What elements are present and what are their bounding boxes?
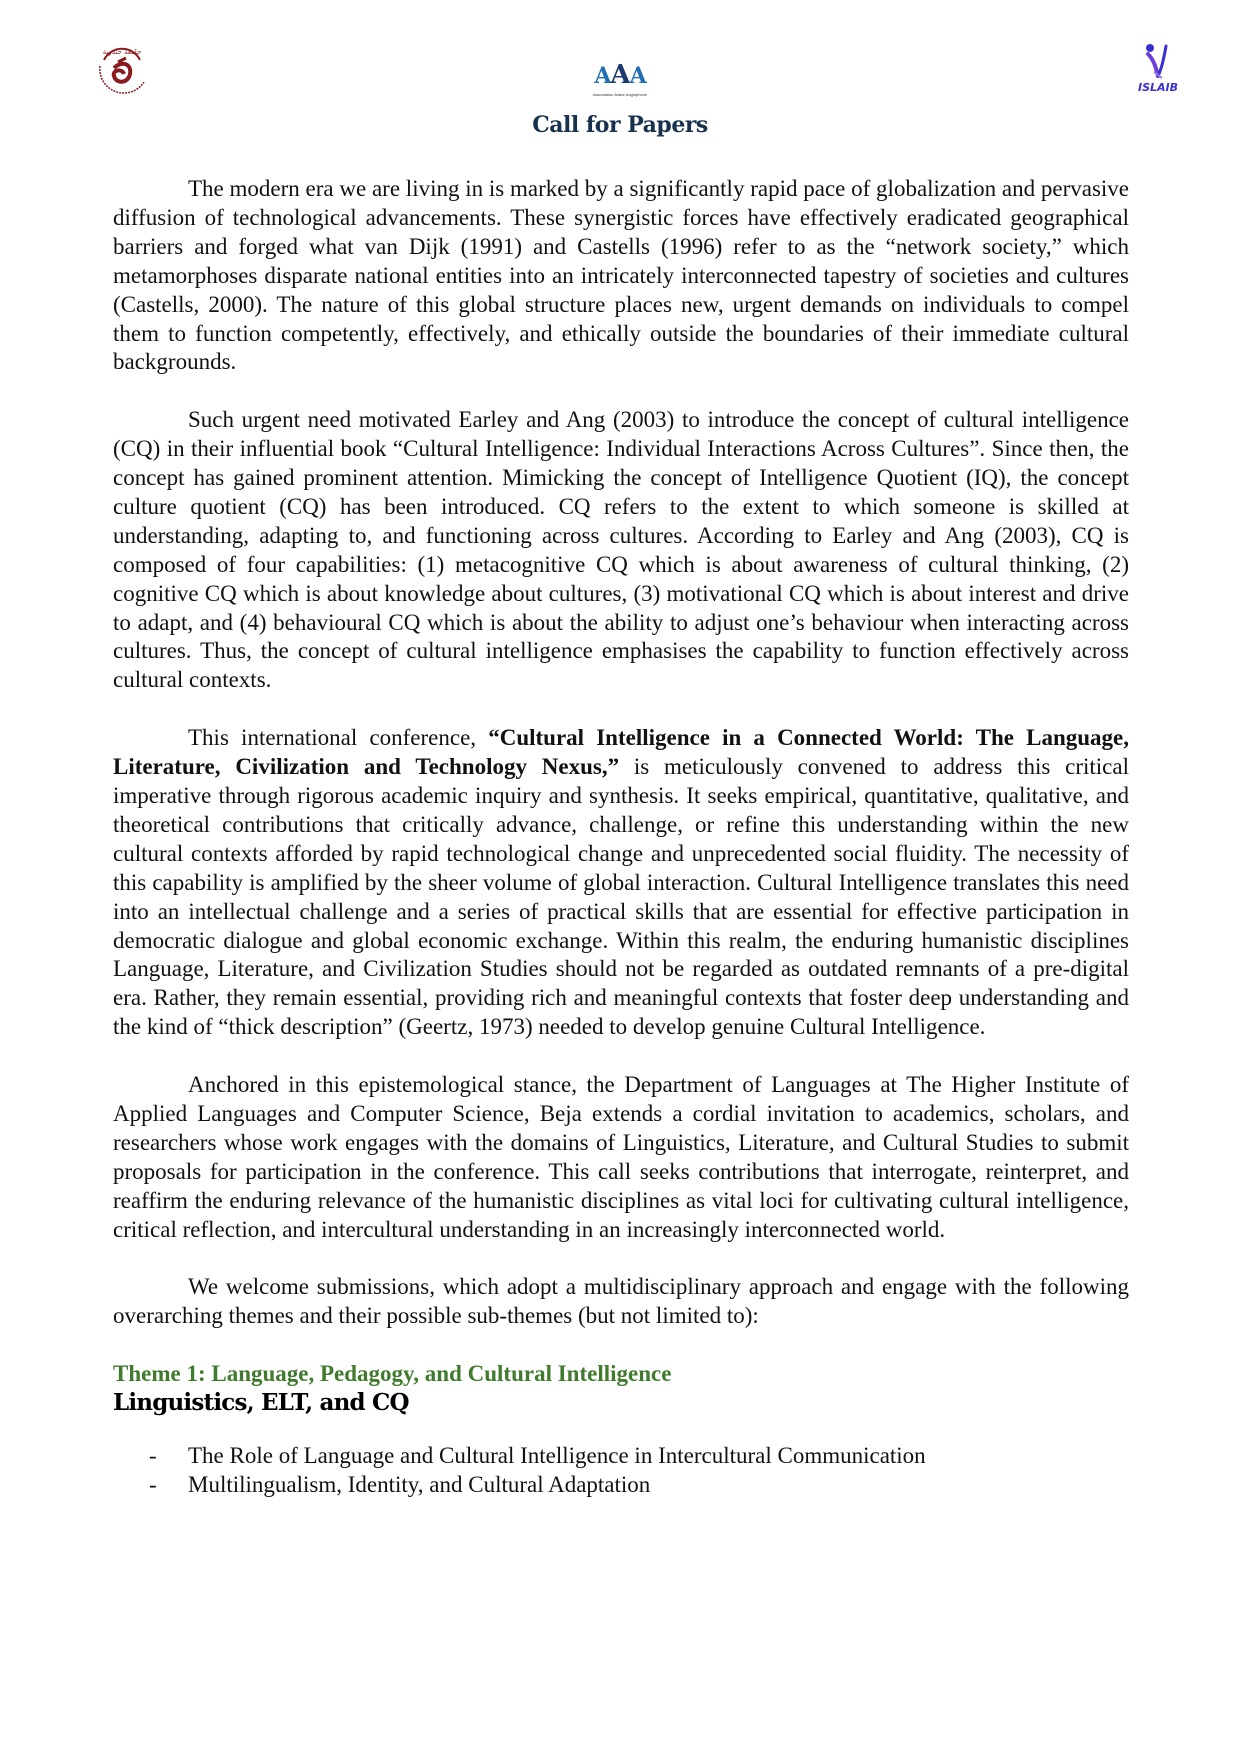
paragraph-welcome: We welcome submissions, which adopt a multidisciplinary approach and engage with the following overarching themes and their possible sub-themes (but not limited to):	[113, 1274, 1129, 1329]
jendouba-emblem-icon	[92, 42, 152, 102]
svg-text:ISLAIB: ISLAIB	[1137, 81, 1179, 94]
university-of-jendouba-logo	[92, 42, 152, 102]
svg-text:جامعة جندوبة: جامعة جندوبة	[102, 48, 142, 56]
conference-rest: is meticulously convened to address this critical imperative through rigorous academic inquiry and synthesis. It seeks empirical, quantitative, qualitative, and theoretical contributions that critically advance, challenge, or refine this understanding within the new cultural contexts afforded by rapid technological change and unprecedented social fluidity. The necessity of this capability is amplified by the sheer volume of global interaction. Cultural Intelligence translates this need into an intellectual challenge and a series of practical skills that are essential for effective participation in democratic dialogue and global economic exchange. Within this realm, the enduring humanistic disciplines Language, Literature, and Civilization Studies should not be regarded as outdated remnants of a pre-digital era. Rather, they remain essential, providing rich and meaningful contexts that foster deep understanding and the kind of “thick description” (Geertz, 1973) needed to develop genuine Cultural Intelligence.	[113, 754, 1129, 1040]
islaib-logo	[1128, 38, 1188, 94]
page-title: Call for Papers	[532, 112, 708, 138]
conference-lead: This international conference,	[188, 725, 489, 751]
paragraph-conference	[113, 724, 1129, 1042]
dash-bullet-icon: -	[149, 1471, 157, 1497]
aaa-subtitle: Association Arabe Anglophone	[592, 92, 648, 97]
theme-1-heading: Theme 1: Language, Pedagogy, and Cultural Intelligence	[113, 1361, 672, 1387]
page-header	[0, 0, 1241, 150]
aaa-logo	[560, 62, 680, 99]
theme-section	[113, 1360, 1129, 1500]
paragraph-cq-concept: Such urgent need motivated Earley and Ang (2003) to introduce the concept of cultural intelligence (CQ) in their influential book “Cultural Intelligence: Individual Interactions Across Cultures”. Since then, the concept has gained prominent attention. Mimicking the concept of Intelligence Quotient (IQ), the concept culture quotient (CQ) has been introduced. CQ refers to the extent to which someone is skilled at understanding, adapting to, and functioning across cultures. According to Earley and Ang (2003), CQ is composed of four capabilities: (1) metacognitive CQ which is about awareness of cultural thinking, (2) cognitive CQ which is about knowledge about cultures, (3) motivational CQ which is about interest and drive to adapt, and (4) behavioural CQ which is about the ability to adjust one’s behaviour when interacting across cultures. Thus, the concept of cultural intelligence emphasises the capability to function effectively across cultural contexts.	[113, 407, 1129, 693]
theme-1-subtopics	[113, 1442, 1129, 1500]
paragraph-invitation: Anchored in this epistemological stance, the Department of Languages at The Higher Institute of Applied Languages and Computer Science, Beja extends a cordial invitation to academics, scholars, and researchers whose work engages with the domains of Linguistics, Literature, and Cultural Studies to submit proposals for participation in the conference. This call seeks contributions that interrogate, reinterpret, and reaffirm the enduring relevance of the humanistic disciplines as vital loci for cultivating cultural intelligence, critical reflection, and intercultural understanding in an increasingly interconnected world.	[113, 1072, 1129, 1242]
list-item	[113, 1442, 1129, 1471]
islaib-emblem-icon	[1128, 38, 1188, 94]
paragraph-intro: The modern era we are living in is marked by a significantly rapid pace of globalization and pervasive diffusion of technological advancements. These synergistic forces have effectively eradicated geographical barriers and forged what van Dijk (1991) and Castells (1996) refer to as the “network society,” which metamorphoses disparate national entities into an intricately interconnected tapestry of societies and cultures (Castells, 2000). The nature of this global structure places new, urgent demands on individuals to compel them to function competently, effectively, and ethically outside the boundaries of their immediate cultural backgrounds.	[113, 176, 1129, 375]
list-item-text: Multilingualism, Identity, and Cultural Adaptation	[188, 1471, 651, 1497]
list-item	[113, 1471, 1129, 1500]
dash-bullet-icon: -	[149, 1443, 157, 1469]
document-body	[113, 175, 1129, 1500]
aaa-mark: AAA	[594, 60, 646, 90]
conference-title: “Cultural Intelligence in a Connected World: The Language, Literature, Civilization and Technology Nexus,”	[113, 725, 1129, 780]
list-item-text: The Role of Language and Cultural Intelligence in Intercultural Communication	[188, 1443, 926, 1469]
theme-1-subheading: Linguistics, ELT, and CQ	[113, 1389, 409, 1417]
